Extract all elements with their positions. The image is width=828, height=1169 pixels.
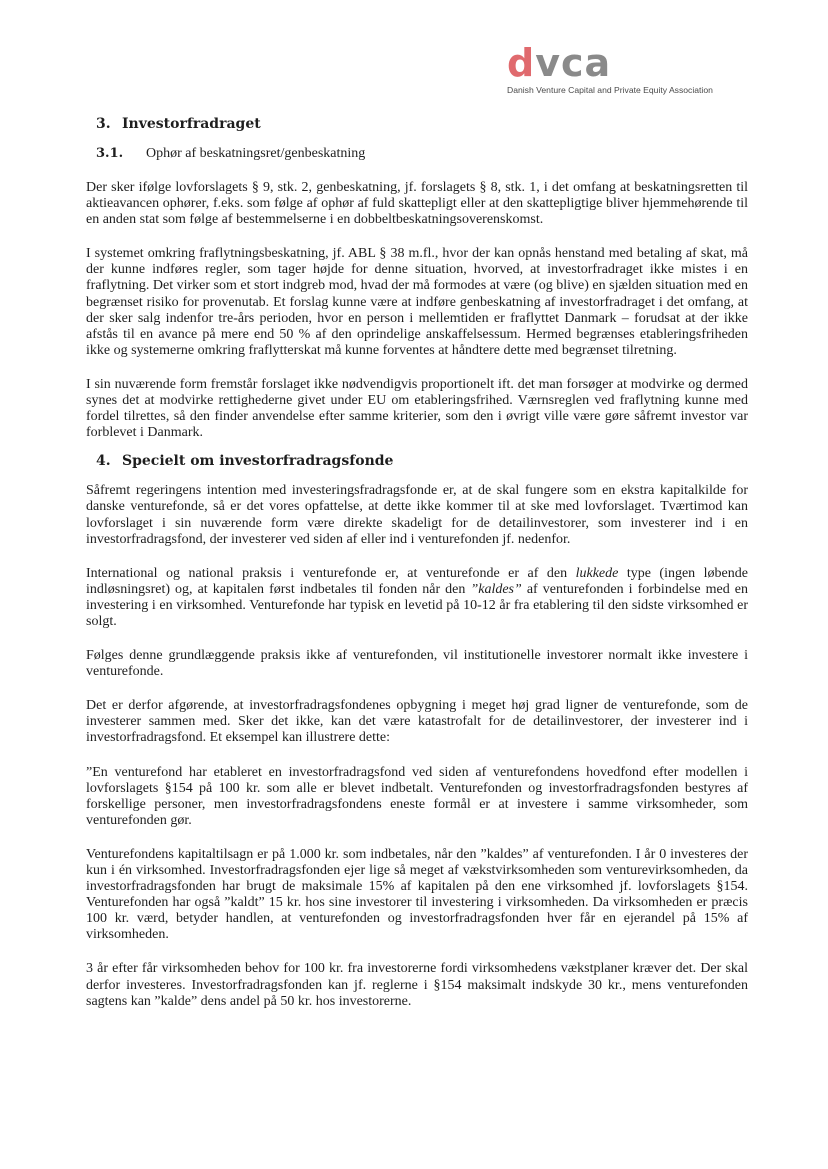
section-4-number: 4. bbox=[96, 453, 111, 470]
section-3-number: 3. bbox=[96, 116, 111, 132]
paragraph-example-quote: ”En venturefond har etableret en investorfradragsfond ved siden af venturefondens hovedfond efter modellen i lovforslagets §154 på 100 kr. som alle er blevet indbetalt. Venturefonden og investorfradragsfonden bestyres af forskellige personer, men investorfradragsfondens eneste formål er at investere i samme virksomheder, som venturefonden gør. bbox=[86, 764, 748, 828]
paragraph: I systemet omkring fraflytningsbeskatning, jf. ABL § 38 m.fl., hvor der kan opnås henstand med betaling af skat, må der kunne indføres regler, som tager højde for denne situation, hvorved, at investorfradraget ikke mistes i en fraflytning. Det virker som et stort indgreb mod, hvad der må formodes at være (og blive) en sjælden situation med en begrænset risiko for provenutab. Et forslag kunne være at indføre genbeskatning af investorfradraget i det omfang, at der sker salg indenfor tre-års perioden, hvor en person i mellemtiden er fraflyttet Danmark – forudsat at der ikke afstås til en avance på mere end 50 % af den oprindelige anskaffelsessum. Hermed begrænses etableringsfriheden ikke og systemerne omkring fraflytterskat må kunne forventes at håndtere dette med begrænset tilretning. bbox=[86, 246, 748, 358]
section-4-heading bbox=[96, 453, 748, 469]
dvca-logo bbox=[507, 41, 747, 95]
dvca-logo-mark bbox=[507, 41, 747, 85]
logo-letter-d: d bbox=[507, 41, 536, 85]
section-4-title: Specielt om investorfradragsfonde bbox=[122, 453, 394, 470]
paragraph-practice bbox=[86, 566, 748, 630]
section-3-title: Investorfradraget bbox=[122, 116, 261, 132]
section-3-heading bbox=[96, 116, 748, 132]
section-3-1-heading bbox=[96, 146, 748, 162]
paragraph: Såfremt regeringens intention med investeringsfradragsfonde er, at de skal fungere som en ekstra kapitalkilde for danske venturefonde, så er det vores opfattelse, at dette ikke kommer til at ske med lovforslaget. Tværtimod kan lovforslaget i sin nuværende form være direkte skadeligt for de detailinvestorer, som investerer ind i en investorfradragsfond, der investerer ved siden af eller ind i venturefonden jf. nedenfor. bbox=[86, 483, 748, 547]
paragraph: I sin nuværende form fremstår forslaget ikke nødvendigvis proportionelt ift. det man forsøger at modvirke og dermed synes det at modvirke rettighederne givet under EU om etableringsfrihed. Værnsreglen ved fraflytning kunne med fordel tilrettes, så den finder anvendelse efter samme kriterier, som den i øvrigt ville være gøre såfremt investor var forblevet i Danmark. bbox=[86, 376, 748, 441]
logo-tagline: Danish Venture Capital and Private Equity Association bbox=[507, 85, 713, 95]
paragraph: Venturefondens kapitaltilsagn er på 1.000 kr. som indbetales, når den ”kaldes” af venturefonden. I år 0 investeres der kun i én virksomhed. Investorfradragsfonden ejer lige så meget af vækstvirksomheden som venturevirksomheden, da investorfradragsfonden har brugt de maksimale 15% af kapitalen på den ene virksomhed jf. lovforslagets §154. Venturefonden har også ”kaldt” 15 kr. hos sine investorer til investering i virksomheden. Da virksomheden er præcis 100 kr. værd, betyder handlen, at venturefonden og investorfradragsfonden hver får en ejerandel på 15% af virksomheden. bbox=[86, 846, 748, 943]
paragraph: Det er derfor afgørende, at investorfradragsfondenes opbygning i meget høj grad ligner de venturefonde, som de investerer sammen med. Sker det ikke, kan det være katastrofalt for de detailinvestorer, der investerer ind i investorfradragsfond. Et eksempel kan illustrere dette: bbox=[86, 698, 748, 746]
practice-text-3: af venturefonden i forbindelse med en investering i en virksomhed. Venturefonde har typisk en levetid på 10-12 år fra etablering til den sidste virksomhed er solgt. bbox=[86, 581, 749, 629]
paragraph: 3 år efter får virksomheden behov for 100 kr. fra investorerne fordi virksomhedens vækstplaner kræver det. Der skal derfor investeres. Investorfradragsfonden kan jf. reglerne i §154 maksimalt indskyde 30 kr., mens venturefonden sagtens kan ”kalde” dens andel på 50 kr. hos investorerne. bbox=[86, 961, 748, 1009]
paragraph: Der sker ifølge lovforslagets § 9, stk. 2, genbeskatning, jf. forslagets § 8, stk. 1, i det omfang at beskatningsretten til aktieavancen ophører, f.eks. som følge af ophør af fuld skattepligt eller at den skattepligtige bliver hjemmehørende til en anden stat som følge af bestemmelserne i en dobbeltbeskatningsoverenskomst. bbox=[86, 180, 748, 228]
practice-text-2: type (ingen løbende indløsningsret) og, at kapitalen først indbetales til fonden når den bbox=[86, 565, 748, 597]
document-body bbox=[86, 116, 748, 1028]
paragraph: Følges denne grundlæggende praksis ikke af venturefonden, vil institutionelle investorer normalt ikke investere i venturefonde. bbox=[86, 648, 748, 680]
section-3-1-number: 3.1. bbox=[96, 146, 124, 161]
practice-emphasis-kaldes: ”kaldes” bbox=[470, 581, 522, 597]
section-3-1-title: Ophør af beskatningsret/genbeskatning bbox=[146, 146, 366, 161]
logo-letters-vca: vca bbox=[535, 41, 612, 85]
practice-text-1: International og national praksis i venturefonde er, at venturefonde er af den bbox=[86, 565, 576, 581]
practice-emphasis-lukkede: lukkede bbox=[575, 565, 619, 581]
